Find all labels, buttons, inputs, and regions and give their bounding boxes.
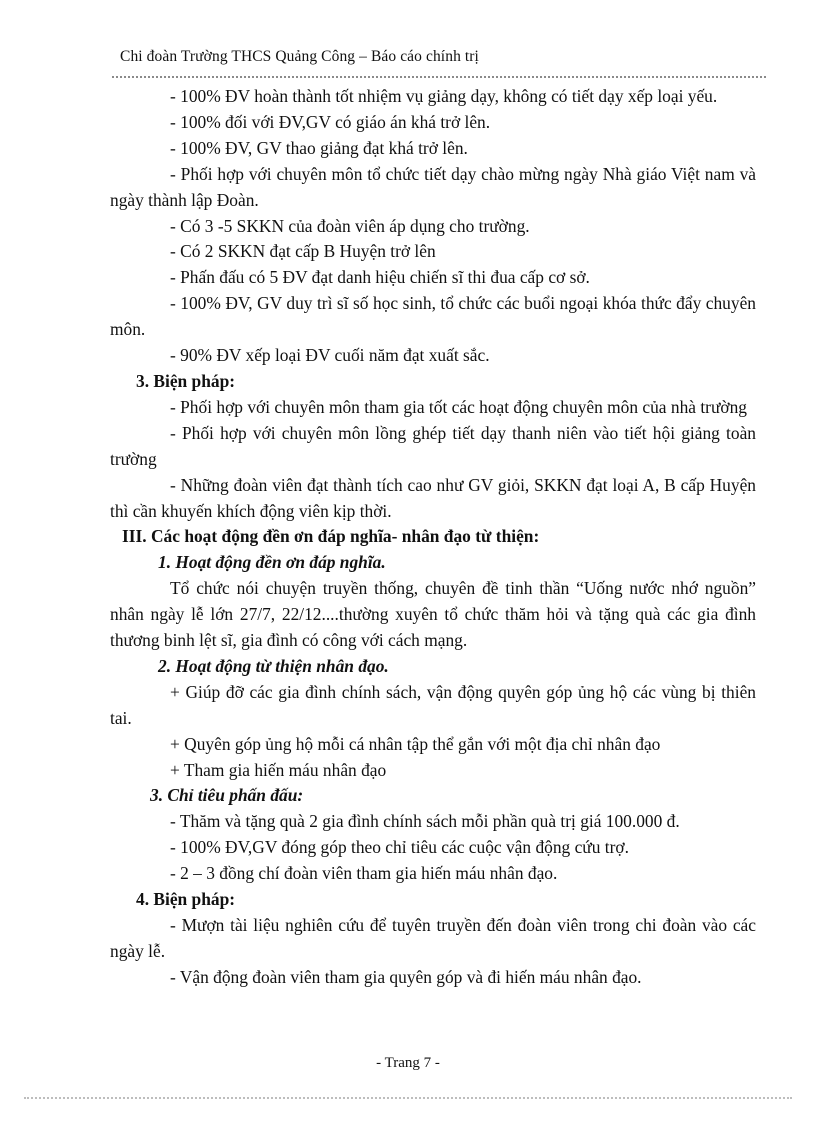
paragraph: + Giúp đỡ các gia đình chính sách, vận động quyên góp ủng hộ các vùng bị thiên tai.	[110, 681, 756, 728]
paragraph: + Quyên góp ủng hộ mỗi cá nhân tập thể gắn với một địa chỉ nhân đạo	[170, 733, 661, 754]
paragraph: Tổ chức nói chuyện truyền thống, chuyên đề tinh thần “Uống nước nhớ nguồn” nhân ngày lễ lớn 27/7, 22/12....thường xuyên tổ chức thăm hỏi và tặng quà các gia đình thương binh lệt sĩ, gia đình có công với cách mạng.	[110, 578, 756, 651]
paragraph: - Vận động đoàn viên tham gia quyên góp và đi hiến máu nhân đạo.	[170, 966, 642, 987]
paragraph: - 100% ĐV, GV duy trì sĩ số học sinh, tổ chức các buổi ngoại khóa thức đẩy chuyên môn.	[110, 293, 756, 340]
document-body	[110, 84, 756, 991]
paragraph: - 2 – 3 đồng chí đoàn viên tham gia hiến máu nhân đạo.	[170, 863, 558, 884]
paragraph: - Phối hợp với chuyên môn tham gia tốt các hoạt động chuyên môn của nhà trường	[170, 396, 747, 417]
paragraph: - Phối hợp với chuyên môn tổ chức tiết dạy chào mừng ngày Nhà giáo Việt nam và ngày thành lập Đoàn.	[110, 163, 756, 210]
paragraph: - Những đoàn viên đạt thành tích cao như GV giỏi, SKKN đạt loại A, B cấp Huyện thì cần khuyến khích động viên kịp thời.	[110, 474, 756, 521]
footer-divider	[24, 1097, 792, 1099]
paragraph: - 100% đối với ĐV,GV có giáo án khá trở lên.	[170, 111, 491, 132]
paragraph: - Có 3 -5 SKKN của đoàn viên áp dụng cho trường.	[170, 215, 530, 236]
header-divider	[112, 76, 766, 78]
paragraph: - 100% ĐV hoàn thành tốt nhiệm vụ giảng dạy, không có tiết dạy xếp loại yếu.	[170, 86, 718, 106]
paragraph: - Thăm và tặng quà 2 gia đình chính sách mỗi phần quà trị giá 100.000 đ.	[170, 811, 680, 832]
paragraph: - Có 2 SKKN đạt cấp B Huyện trở lên	[170, 241, 436, 262]
paragraph: - 90% ĐV xếp loại ĐV cuối năm đạt xuất sắc.	[170, 345, 490, 366]
paragraph: - Mượn tài liệu nghiên cứu để tuyên truyền đến đoàn viên trong chi đoàn vào các ngày lễ.	[110, 915, 756, 961]
paragraph: - Phối hợp với chuyên môn lồng ghép tiết dạy thanh niên vào tiết hội giảng toàn trường	[110, 422, 756, 469]
running-header: Chi đoàn Trường THCS Quảng Công – Báo cáo chính trị	[120, 48, 479, 65]
paragraph: + Tham gia hiến máu nhân đạo	[170, 759, 387, 780]
page-number: - Trang 7 -	[376, 1055, 440, 1071]
paragraph: - 100% ĐV, GV thao giảng đạt khá trở lên.	[170, 137, 468, 158]
paragraph: - Phấn đấu có 5 ĐV đạt danh hiệu chiến sĩ thi đua cấp cơ sở.	[170, 267, 590, 288]
subsection-heading: 2. Hoạt động từ thiện nhân đạo.	[158, 655, 389, 676]
subsection-heading: 1. Hoạt động đền ơn đáp nghĩa.	[158, 552, 386, 573]
subsection-heading: 3. Chỉ tiêu phấn đấu:	[150, 785, 304, 806]
section-heading: 3. Biện pháp:	[136, 370, 236, 391]
section-heading: III. Các hoạt động đền ơn đáp nghĩa- nhân đạo từ thiện:	[122, 526, 540, 547]
section-heading: 4. Biện pháp:	[136, 889, 236, 910]
paragraph: - 100% ĐV,GV đóng góp theo chỉ tiêu các cuộc vận động cứu trợ.	[170, 837, 629, 858]
